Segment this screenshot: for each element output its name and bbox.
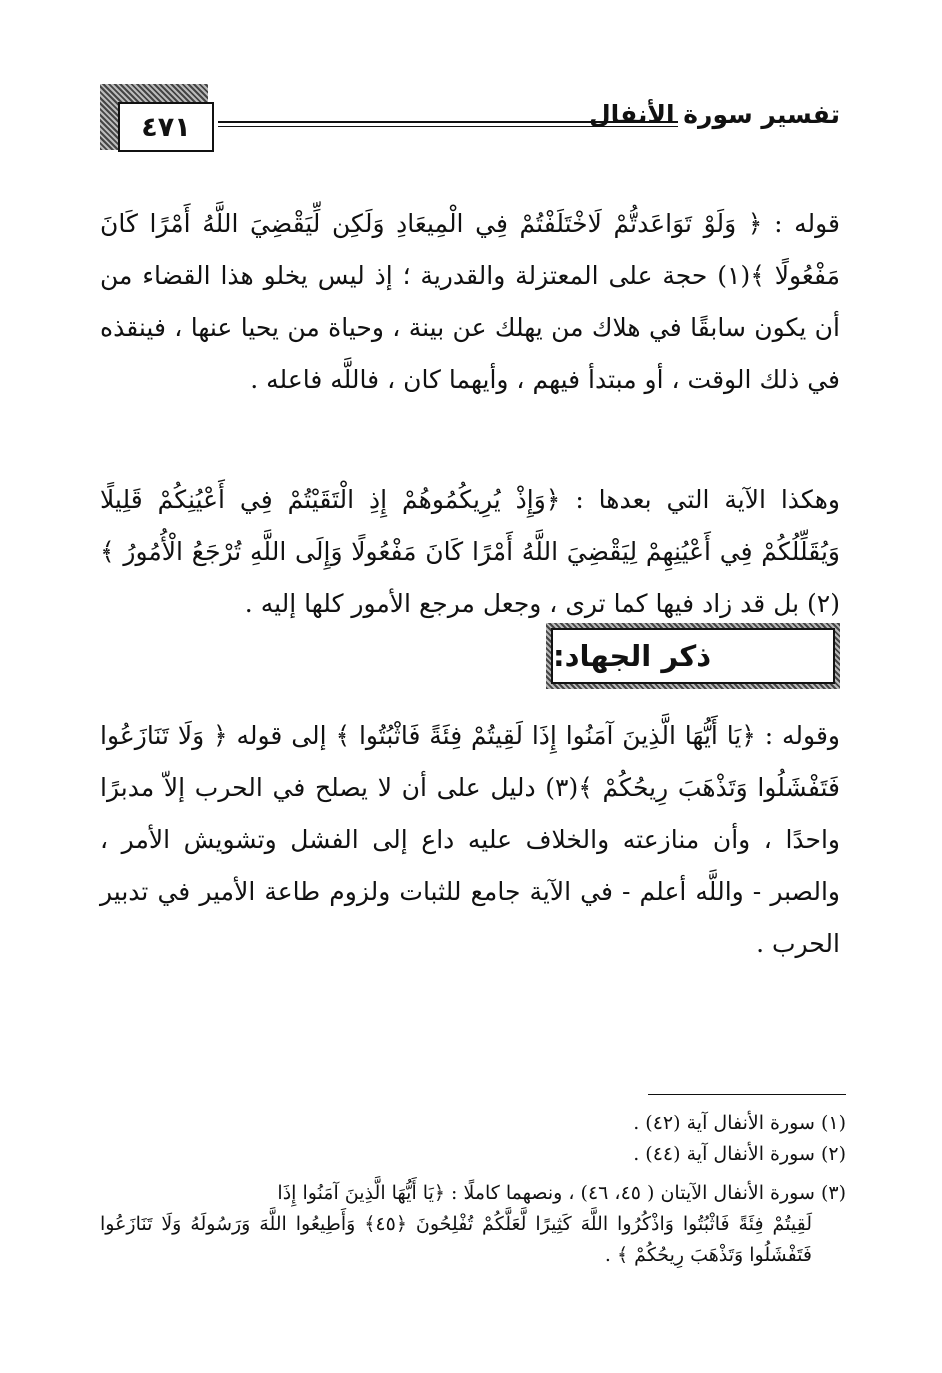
paragraph-2: وهكذا الآية التي بعدها : ﴿وَإِذْ يُرِيكُمُوهُمْ إِذِ الْتَقَيْتُمْ فِي أَعْيُنِكُمْ قَلِيلًا وَيُقَلِّلُكُمْ فِي أَعْيُنِهِمْ لِيَقْضِيَ اللَّهُ أَمْرًا كَانَ مَفْعُولًا وَإِلَى اللَّهِ تُرْجَعُ الْأُمُورُ ﴾(٢) بل قد زاد فيها كما ترى ، وجعل مرجع الأمور كلها إليه .: [100, 485, 840, 618]
page-number: ٤٧١: [141, 111, 191, 143]
running-title: تفسير سورة الأنفال: [588, 100, 840, 129]
footnote-3-continued: لَقِيتُمْ فِئَةً فَاثْبُتُوا وَاذْكُرُوا اللَّهَ كَثِيرًا لَّعَلَّكُمْ تُفْلِحُونَ ﴿٤٥﴾ وَأَطِيعُوا اللَّهَ وَرَسُولَهُ وَلَا تَنَازَعُوا فَتَفْشَلُوا وَتَذْهَبَ رِيحُكُمْ ﴾ .: [100, 1213, 812, 1266]
footnote-3: (٣) سورة الأنفال الآيتان ( ٤٥، ٤٦) ، ونصهما كاملًا : ﴿يَا أَيُّهَا الَّذِينَ آمَنُوا إِذَا: [277, 1182, 846, 1204]
paragraph-3: وقوله : ﴿يَا أَيُّهَا الَّذِينَ آمَنُوا إِذَا لَقِيتُمْ فِئَةً فَاثْبُتُوا ﴾ إلى قوله ﴿ وَلَا تَنَازَعُوا فَتَفْشَلُوا وَتَذْهَبَ رِيحُكُمْ ﴾(٣) دليل على أن لا يصلح في الحرب إلاّ مدبرًا واحدًا ، وأن منازعته والخلاف عليه داع إلى الفشل وتشويش الأمر ، والصبر - واللَّه أعلم - في الآية جامع للثبات ولزوم طاعة الأمير في تدبير الحرب .: [100, 721, 840, 958]
section-heading: ذكر الجهاد:: [551, 628, 835, 684]
section-heading-box: [546, 623, 840, 689]
page-header: [100, 84, 840, 164]
footnote-separator: [648, 1094, 846, 1095]
footnote-1: (١) سورة الأنفال آية (٤٢) .: [633, 1112, 846, 1134]
paragraph-1: قوله : ﴿ وَلَوْ تَوَاعَدتُّمْ لَاخْتَلَفْتُمْ فِي الْمِيعَادِ وَلَكِن لِّيَقْضِيَ اللَّهُ أَمْرًا كَانَ مَفْعُولًا ﴾(١) حجة على المعتزلة والقدرية ؛ إذ ليس يخلو هذا القضاء من أن يكون سابقًا في هلاك من يهلك عن بينة ، وحياة من يحيا عنها ، فينقذه في ذلك الوقت ، أو مبتدأ فيهم ، وأيهما كان ، فاللَّه فاعله .: [100, 209, 841, 394]
page-number-box: [118, 102, 214, 152]
footnotes: [100, 1108, 846, 1271]
footnote-2: (٢) سورة الأنفال آية (٤٤) .: [633, 1143, 846, 1165]
